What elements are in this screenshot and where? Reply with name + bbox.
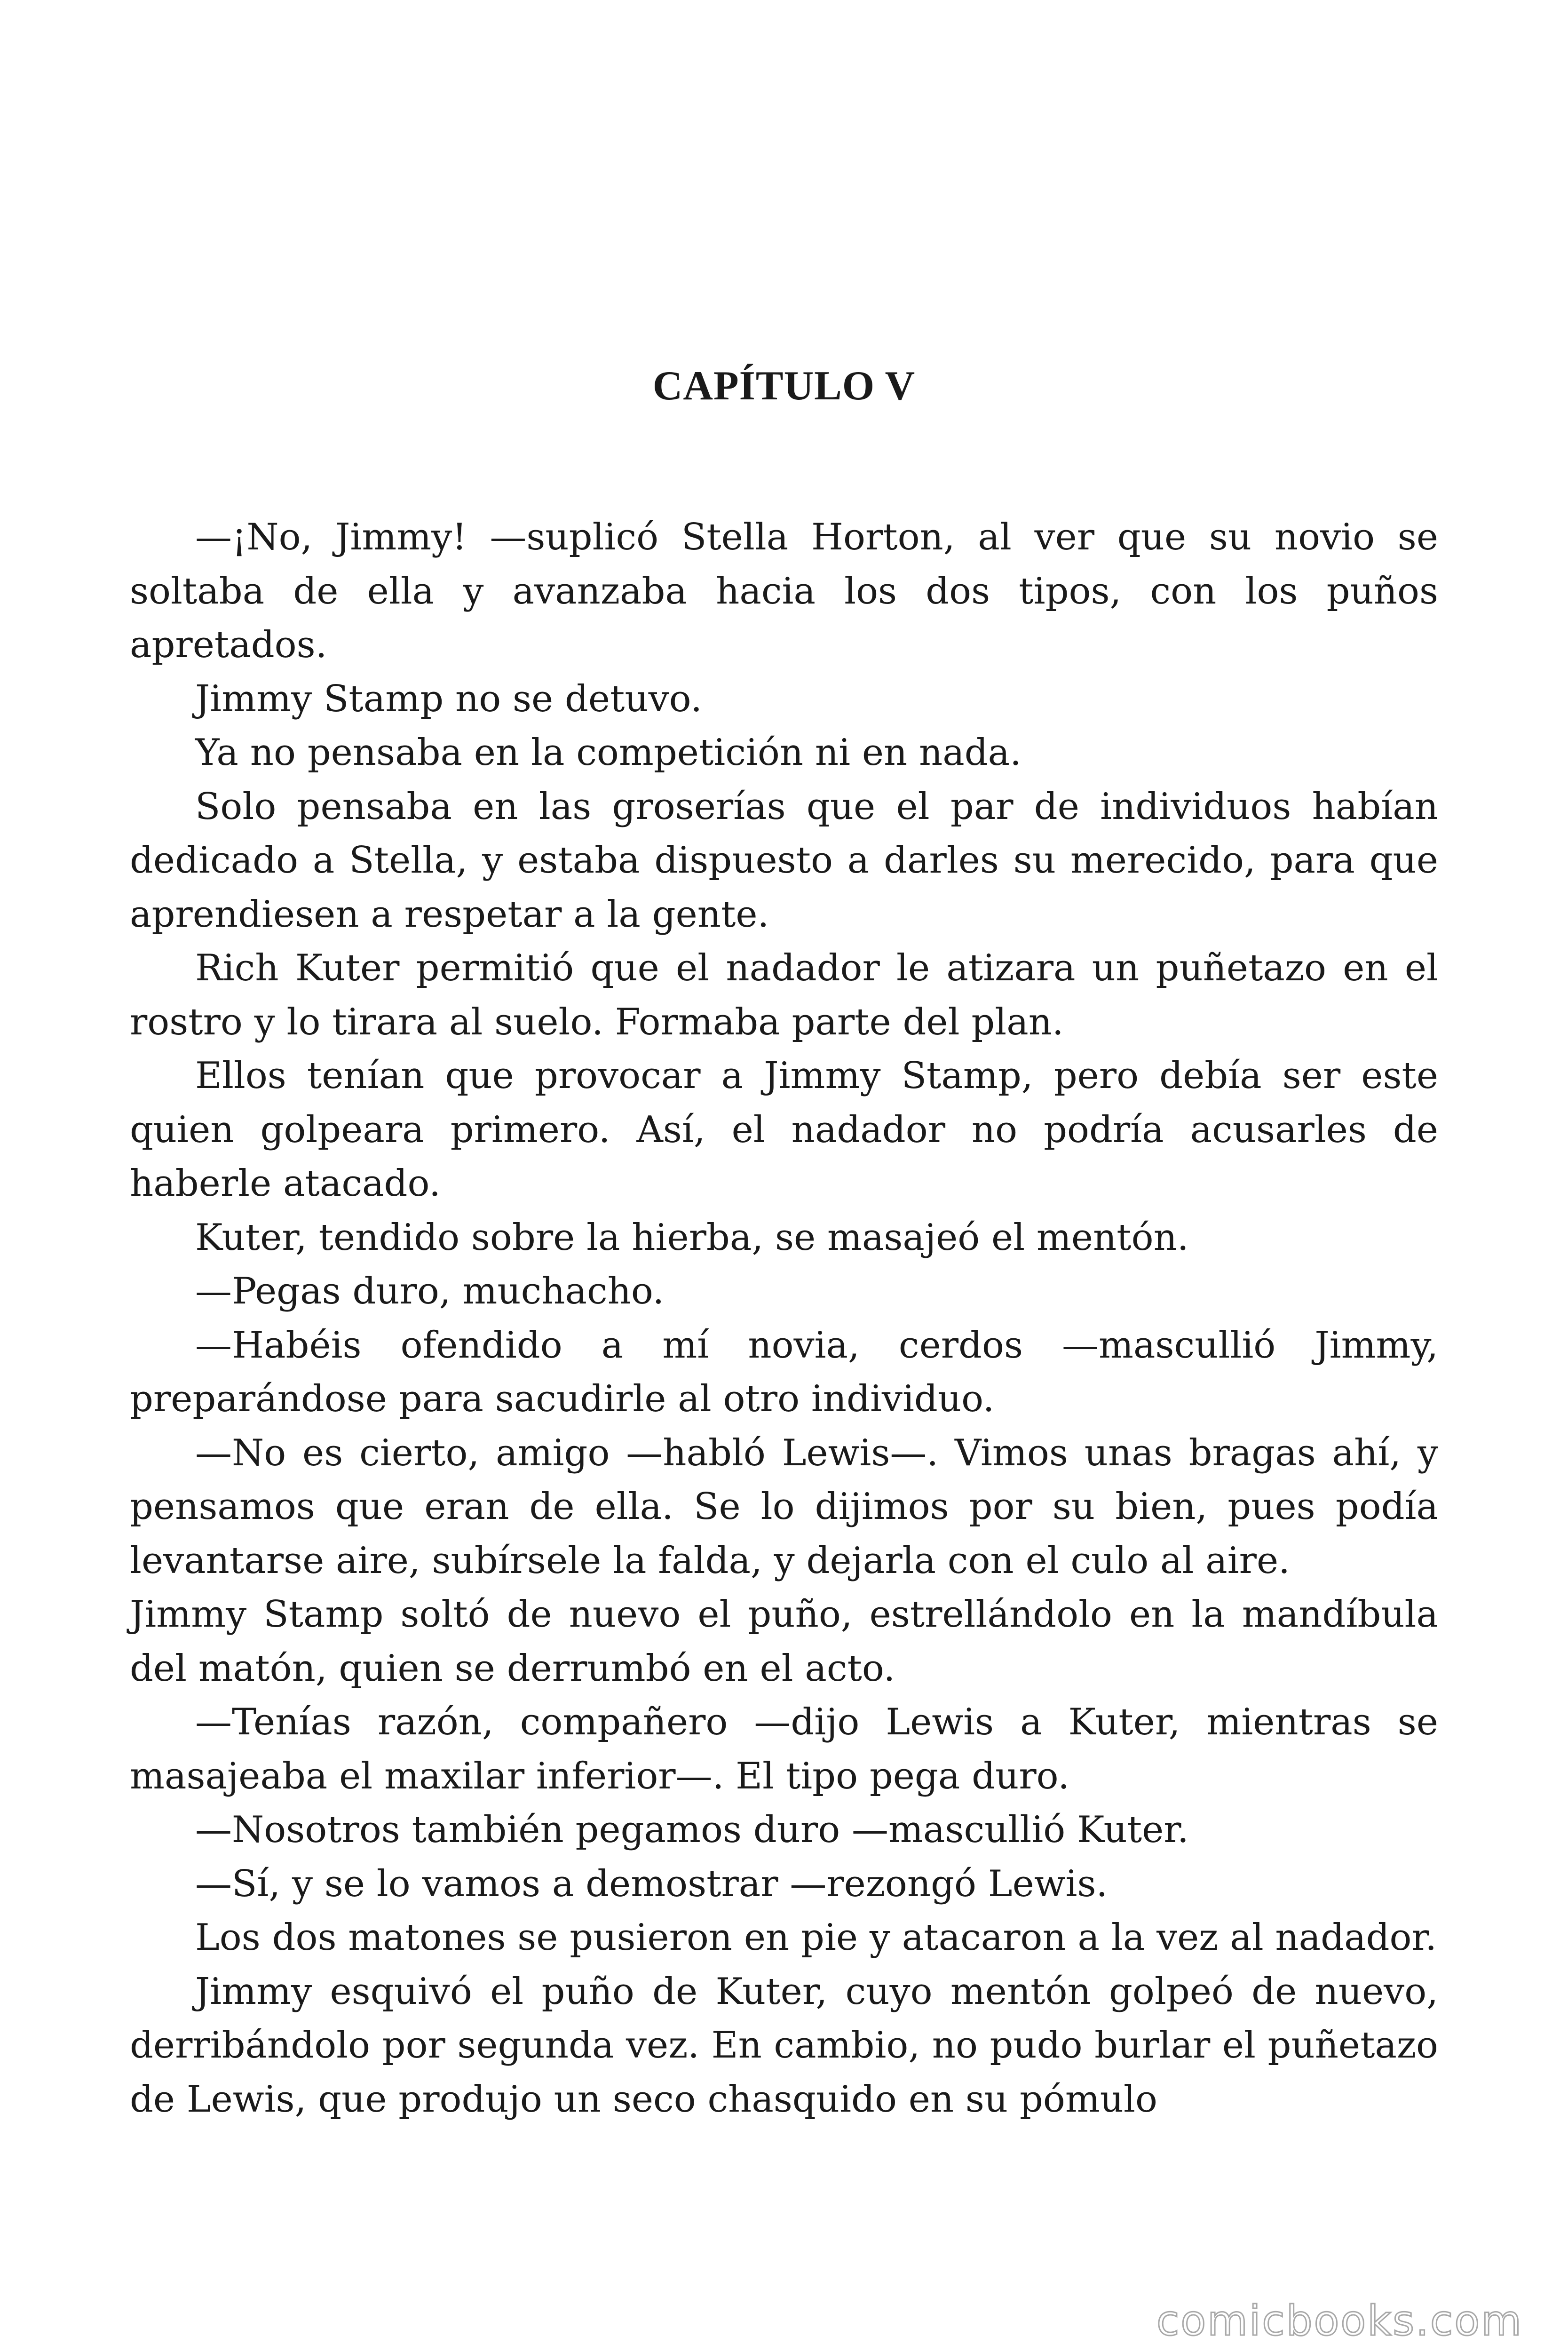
paragraph: Jimmy Stamp soltó de nuevo el puño, estrellándolo en la mandíbula del matón, quien se derrumbó en el acto.	[130, 1593, 1438, 1690]
paragraph: Rich Kuter permitió que el nadador le atizara un puñetazo en el rostro y lo tirara al suelo. Formaba parte del plan.	[130, 947, 1438, 1043]
paragraph: Ellos tenían que provocar a Jimmy Stamp, pero debía ser este quien golpeara primero. Así, el nadador no podría acusarles de haberle atacado.	[130, 1055, 1438, 1205]
paragraph: Kuter, tendido sobre la hierba, se masajeó el mentón.	[195, 1216, 1189, 1259]
paragraph: Jimmy Stamp no se detuvo.	[195, 677, 703, 720]
paragraph: —¡No, Jimmy! —suplicó Stella Horton, al ver que su novio se soltaba de ella y avanzaba hacia los dos tipos, con los puños apretados.	[130, 516, 1438, 666]
paragraph: Los dos matones se pusieron en pie y atacaron a la vez al nadador.	[195, 1916, 1437, 1959]
paragraph: —Habéis ofendido a mí novia, cerdos —mascullió Jimmy, preparándose para sacudirle al otro individuo.	[130, 1324, 1438, 1420]
paragraph: —Tenías razón, compañero —dijo Lewis a Kuter, mientras se masajeaba el maxilar inferior—. El tipo pega duro.	[130, 1701, 1438, 1797]
paragraph: Solo pensaba en las groserías que el par de individuos habían dedicado a Stella, y estaba dispuesto a darles su merecido, para que aprendiesen a respetar a la gente.	[130, 785, 1438, 936]
paragraph: Ya no pensaba en la competición ni en nada.	[195, 731, 1022, 774]
paragraph: —Sí, y se lo vamos a demostrar —rezongó Lewis.	[195, 1862, 1108, 1905]
chapter-title: CAPÍTULO V	[652, 363, 916, 409]
watermark: comicbooks.com	[1156, 2296, 1523, 2345]
paragraph: Jimmy esquivó el puño de Kuter, cuyo mentón golpeó de nuevo, derribándolo por segunda vez. En cambio, no pudo burlar el puñetazo de Lewis, que produjo un seco chasquido en su pómulo	[130, 1970, 1438, 2121]
paragraph: —No es cierto, amigo —habló Lewis—. Vimos unas bragas ahí, y pensamos que eran de ella. Se lo dijimos por su bien, pues podía levantarse aire, subírsele la falda, y dejarla con el culo al aire.	[130, 1431, 1438, 1582]
paragraph: —Pegas duro, muchacho.	[195, 1270, 665, 1312]
paragraph: —Nosotros también pegamos duro —mascullió Kuter.	[195, 1809, 1189, 1851]
chapter-body	[130, 510, 1438, 2126]
